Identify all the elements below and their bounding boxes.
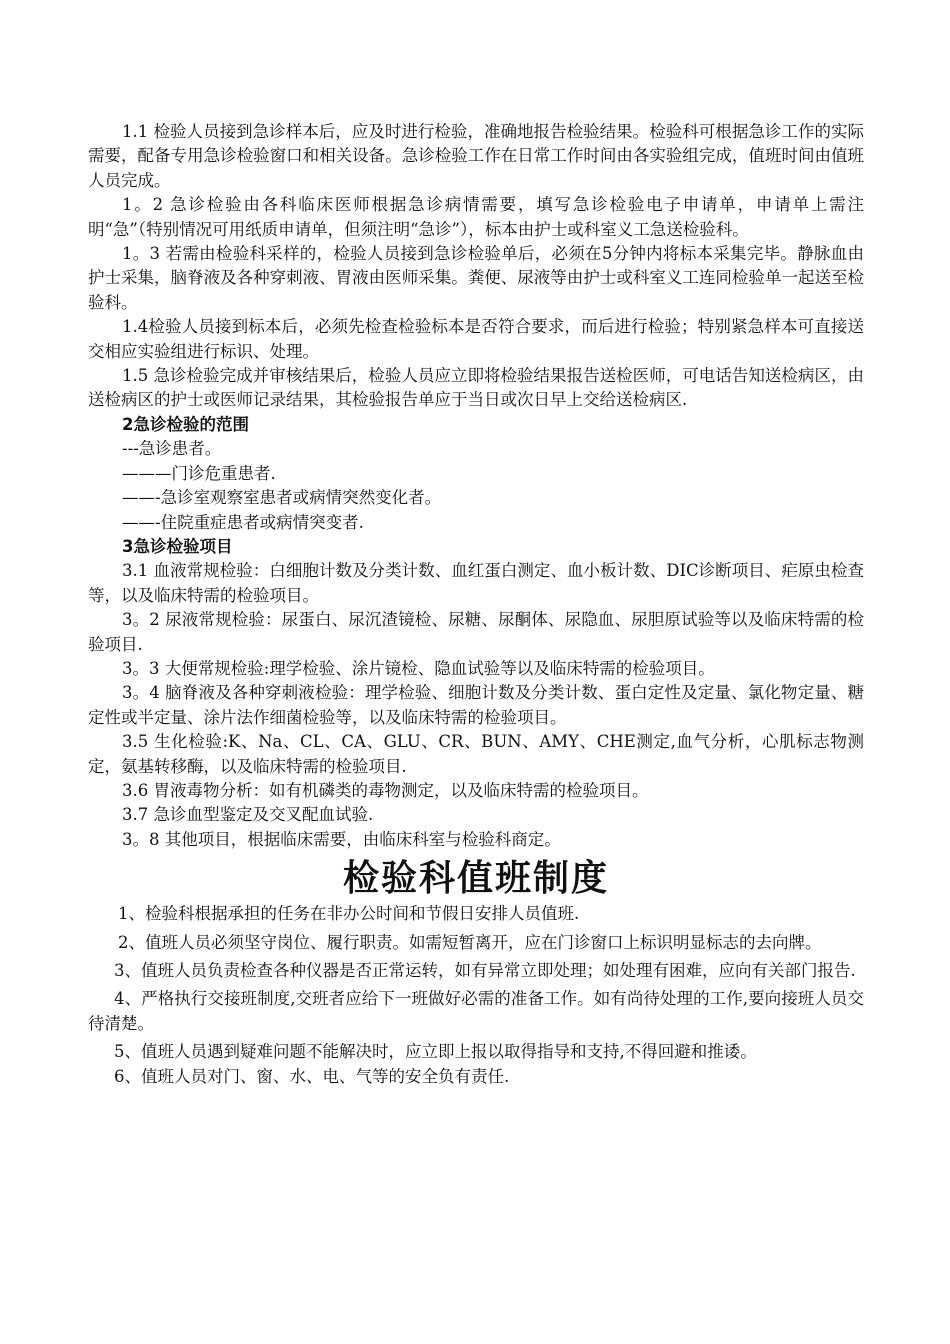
paragraph-1-3: 1。3 若需由检验科采样的，检验人员接到急诊检验单后，必须在5分钟内将标本采集完毕。静脉血由护士采集，脑脊液及各种穿刺液、胃液由医师采集。粪便、尿液等由护士或科室义工连同检验单一起送至检验科。	[88, 244, 864, 312]
duty-rule-1: 1、检验科根据承担的任务在非办公时间和节假日安排人员值班.	[118, 904, 580, 924]
section-2-heading: 2急诊检验的范围	[122, 414, 249, 434]
scope-item: ---急诊患者。	[122, 439, 222, 459]
duty-rule-4: 4、严格执行交接班制度,交班者应给下一班做好必需的准备工作。如有尚待处理的工作,要向接班人员交待清楚。	[88, 989, 864, 1033]
paragraph-3-1: 3.1 血液常规检验：白细胞计数及分类计数、血红蛋白测定、血小板计数、DIC诊断项目、疟原虫检查等，以及临床特需的检验项目。	[88, 561, 864, 605]
scope-item: ——-急诊室观察室患者或病情突然变化者。	[122, 488, 442, 508]
paragraph-3-8: 3。8 其他项目，根据临床需要，由临床科室与检验科商定。	[122, 829, 561, 849]
duty-rule-3: 3、值班人员负责检查各种仪器是否正常运转，如有异常立即处理；如处理有困难，应向有关部门报告.	[114, 961, 856, 980]
paragraph-3-7: 3.7 急诊血型鉴定及交叉配血试验.	[122, 805, 374, 825]
paragraph-1-2: 1。2 急诊检验由各科临床医师根据急诊病情需要，填写急诊检验电子申请单，申请单上需注明“急”（特别情况可用纸质申请单，但须注明“急诊”），标本由护士或科室义工急送检验科。	[88, 195, 864, 239]
duty-rule-2: 2、值班人员必须坚守岗位、履行职责。如需短暂离开，应在门诊窗口上标识明显标志的去向牌。	[118, 932, 822, 952]
paragraph-1-5: 1.5 急诊检验完成并审核结果后，检验人员应立即将检验结果报告送检医师，可电话告知送检病区，由送检病区的护士或医师记录结果，其检验报告单应于当日或次日早上交给送检病区.	[88, 366, 864, 410]
paragraph-3-4: 3。4 脑脊液及各种穿刺液检验：理学检验、细胞计数及分类计数、蛋白定性及定量、氯化物定量、糖定性或半定量、涂片法作细菌检验等，以及临床特需的检验项目。	[88, 683, 864, 727]
paragraph-3-3: 3。3 大便常规检验:理学检验、涂片镜检、隐血试验等以及临床特需的检验项目。	[122, 658, 715, 678]
duty-rule-5: 5、值班人员遇到疑难问题不能解决时，应立即上报以取得指导和支持,不得回避和推诿。	[114, 1042, 757, 1062]
duty-rule-6: 6、值班人员对门、窗、水、电、气等的安全负有责任.	[114, 1066, 510, 1086]
duty-title: 检验科值班制度	[342, 858, 609, 900]
paragraph-3-2: 3。2 尿液常规检验：尿蛋白、尿沉渣镜检、尿糖、尿酮体、尿隐血、尿胆原试验等以及临床特需的检验项目.	[88, 610, 864, 654]
document-page	[88, 120, 864, 1089]
scope-item: ——-住院重症患者或病情突变者.	[122, 512, 364, 532]
section-3-heading: 3急诊检验项目	[122, 536, 233, 556]
paragraph-1-4: 1.4检验人员接到标本后，必须先检查检验标本是否符合要求，而后进行检验；特别紧急样本可直接送交相应实验组进行标识、处理。	[88, 317, 864, 361]
paragraph-1-1: 1.1 检验人员接到急诊样本后，应及时进行检验，准确地报告检验结果。检验科可根据急诊工作的实际需要，配备专用急诊检验窗口和相关设备。急诊检验工作在日常工作时间由各实验组完成，值班时间由值班人员完成。	[88, 122, 864, 190]
scope-item: ———门诊危重患者.	[122, 463, 276, 483]
paragraph-3-5: 3.5 生化检验:K、Na、CL、CA、GLU、CR、BUN、AMY、CHE测定,血气分析，心肌标志物测定，氨基转移酶，以及临床特需的检验项目.	[88, 732, 864, 776]
paragraph-3-6: 3.6 胃液毒物分析：如有机磷类的毒物测定，以及临床特需的检验项目。	[122, 780, 649, 800]
